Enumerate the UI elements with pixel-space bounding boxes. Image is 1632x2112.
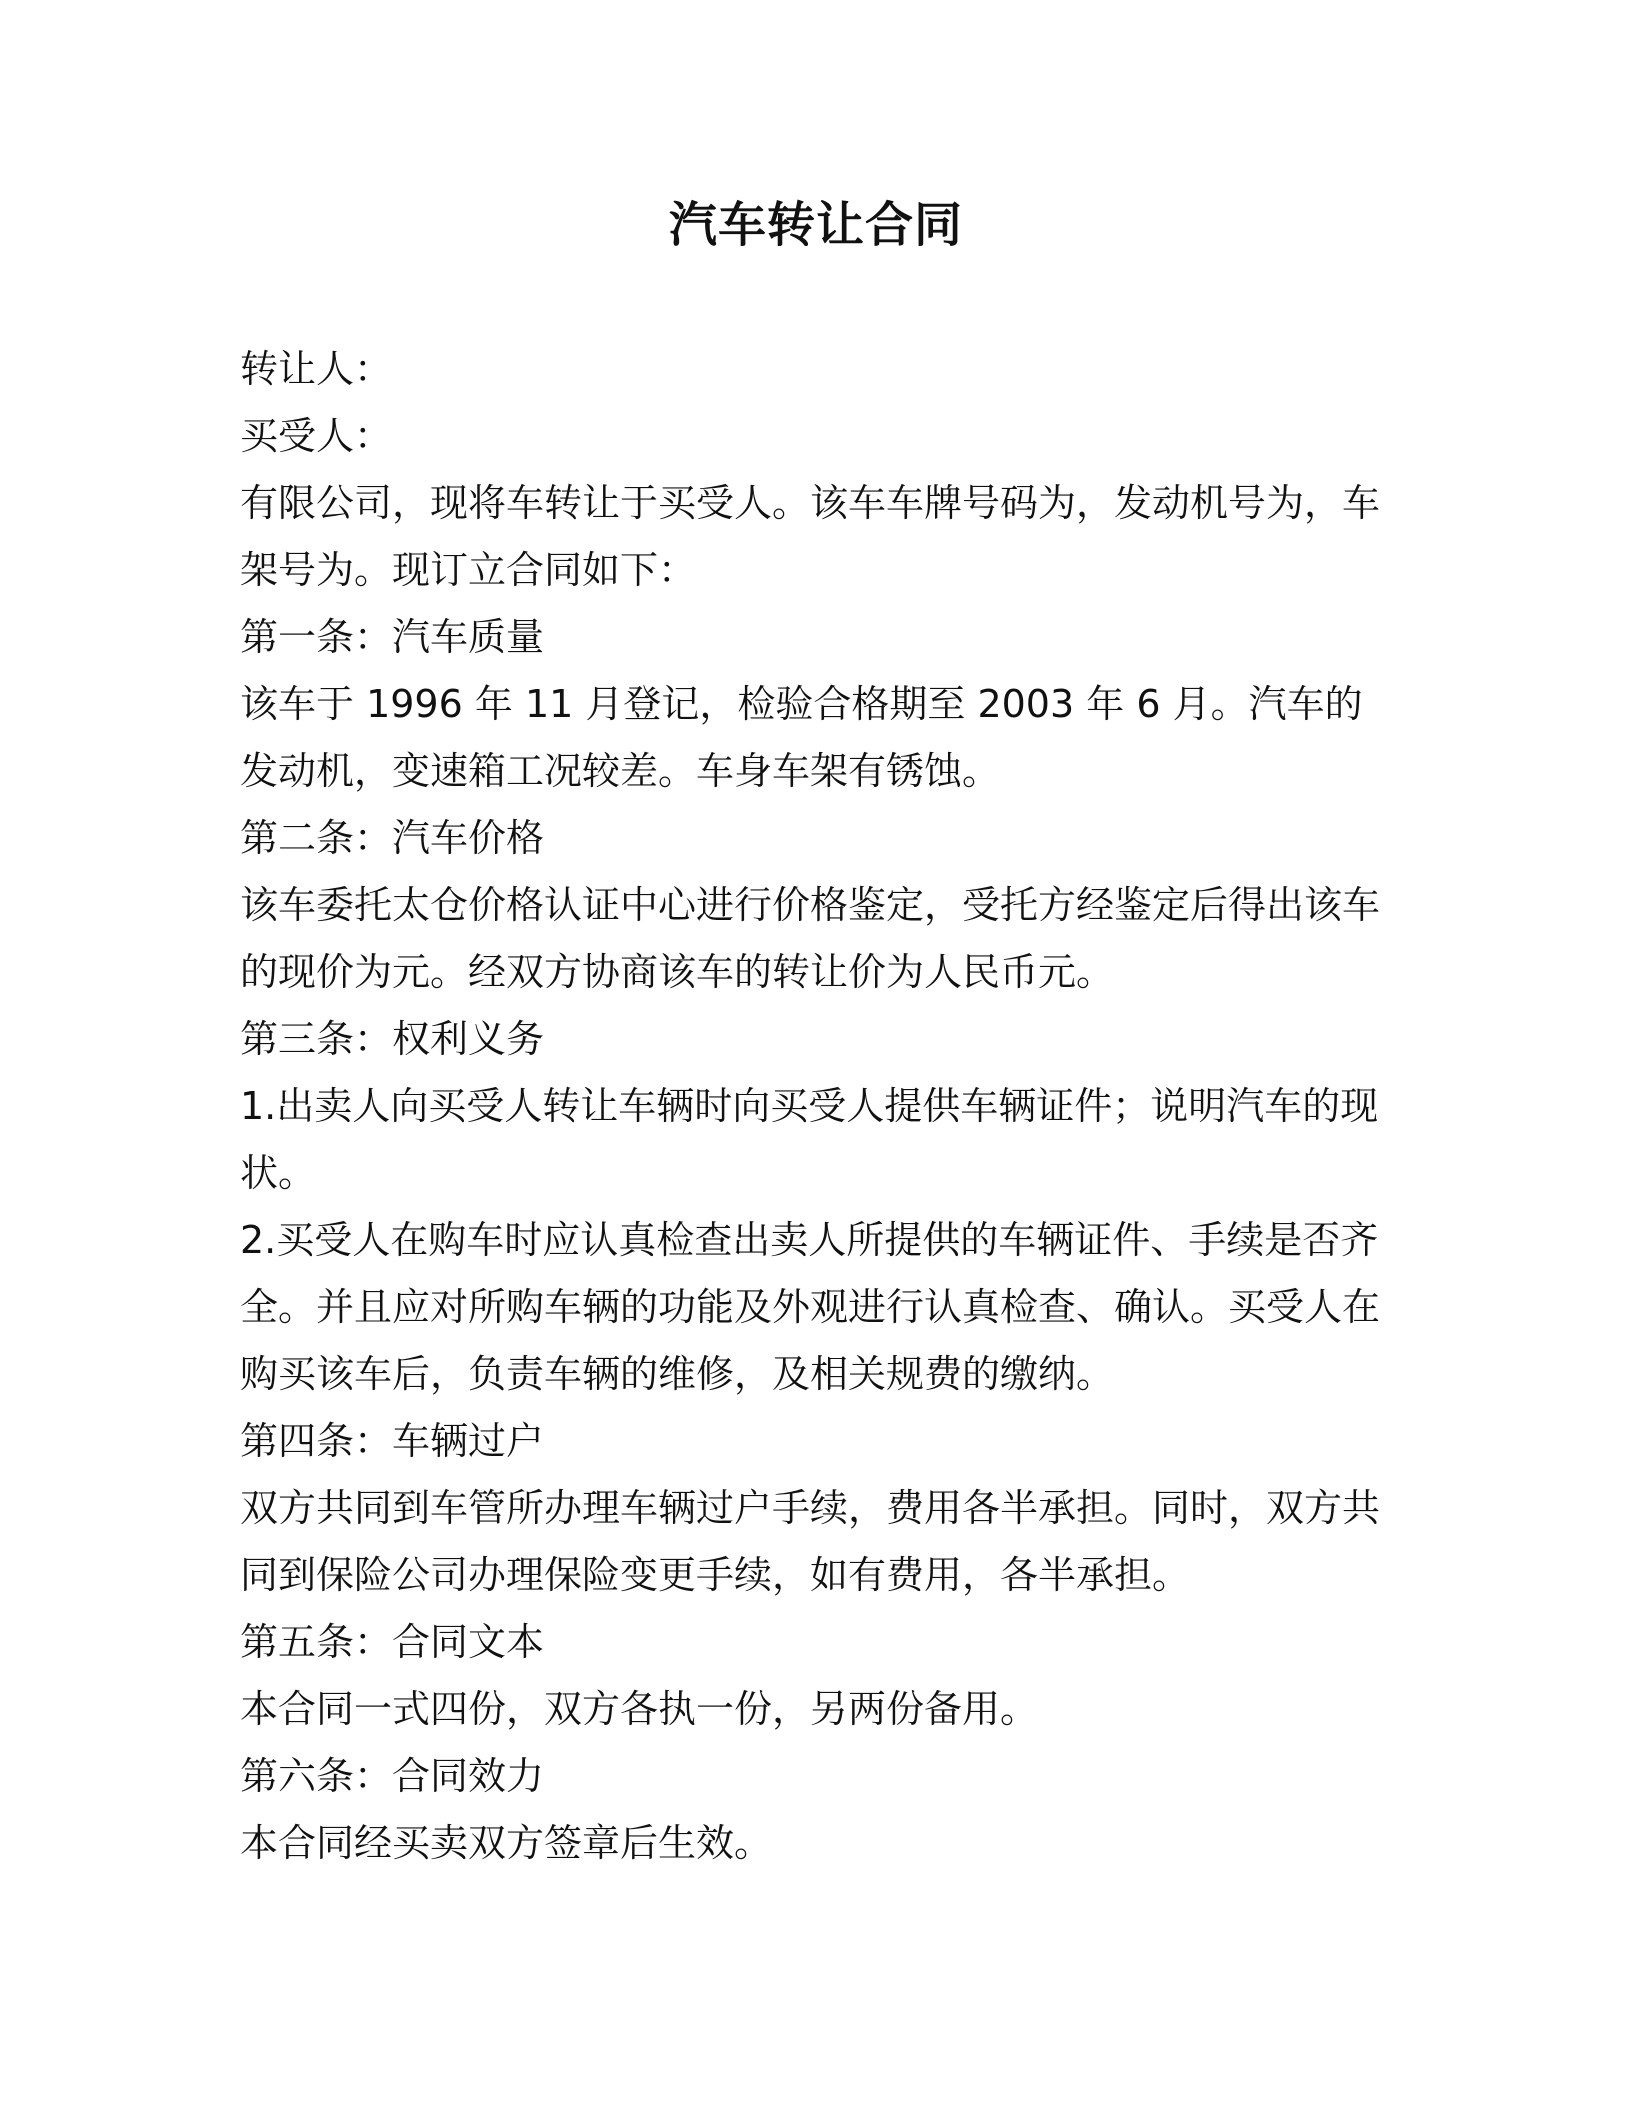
article-4-text: 双方共同到车管所办理车辆过户手续，费用各半承担。同时，双方共同到保险公司办理保险变更手续，如有费用，各半承担。: [240, 1486, 1381, 1597]
article-3-item-1: 1.出卖人向买受人转让车辆时向买受人提供车辆证件；说明汽车的现状。: [240, 1084, 1379, 1195]
article-5-text: 本合同一式四份，双方各执一份，另两份备用。: [240, 1687, 1039, 1731]
intro-paragraph: 有限公司，现将车转让于买受人。该车车牌号码为，发动机号为，车架号为。现订立合同如下：: [240, 481, 1381, 592]
article-3-heading: 第三条：权利义务: [240, 1017, 545, 1061]
article-4-heading: 第四条：车辆过户: [240, 1419, 545, 1463]
article-6-heading: 第六条：合同效力: [240, 1754, 545, 1798]
document-title: 汽车转让合同: [668, 197, 963, 253]
article-3-item-2: 2.买受人在购车时应认真检查出卖人所提供的车辆证件、手续是否齐全。并且应对所购车辆的功能及外观进行认真检查、确认。买受人在购买该车后，负责车辆的维修，及相关规费的缴纳。: [240, 1218, 1381, 1396]
article-1-heading: 第一条：汽车质量: [240, 615, 545, 659]
article-6-text: 本合同经买卖双方签章后生效。: [240, 1821, 773, 1865]
article-5-heading: 第五条：合同文本: [240, 1620, 545, 1664]
buyer-line: 买受人：: [240, 414, 393, 458]
article-1-text: 该车于 1996 年 11 月登记，检验合格期至 2003 年 6 月。汽车的发动机，变速箱工况较差。车身车架有锈蚀。: [240, 682, 1363, 793]
article-2-text: 该车委托太仓价格认证中心进行价格鉴定，受托方经鉴定后得出该车的现价为元。经双方协商该车的转让价为人民币元。: [240, 883, 1381, 994]
article-2-heading: 第二条：汽车价格: [240, 816, 545, 860]
transferor-line: 转让人：: [240, 347, 393, 391]
document-body: [240, 336, 1390, 1877]
